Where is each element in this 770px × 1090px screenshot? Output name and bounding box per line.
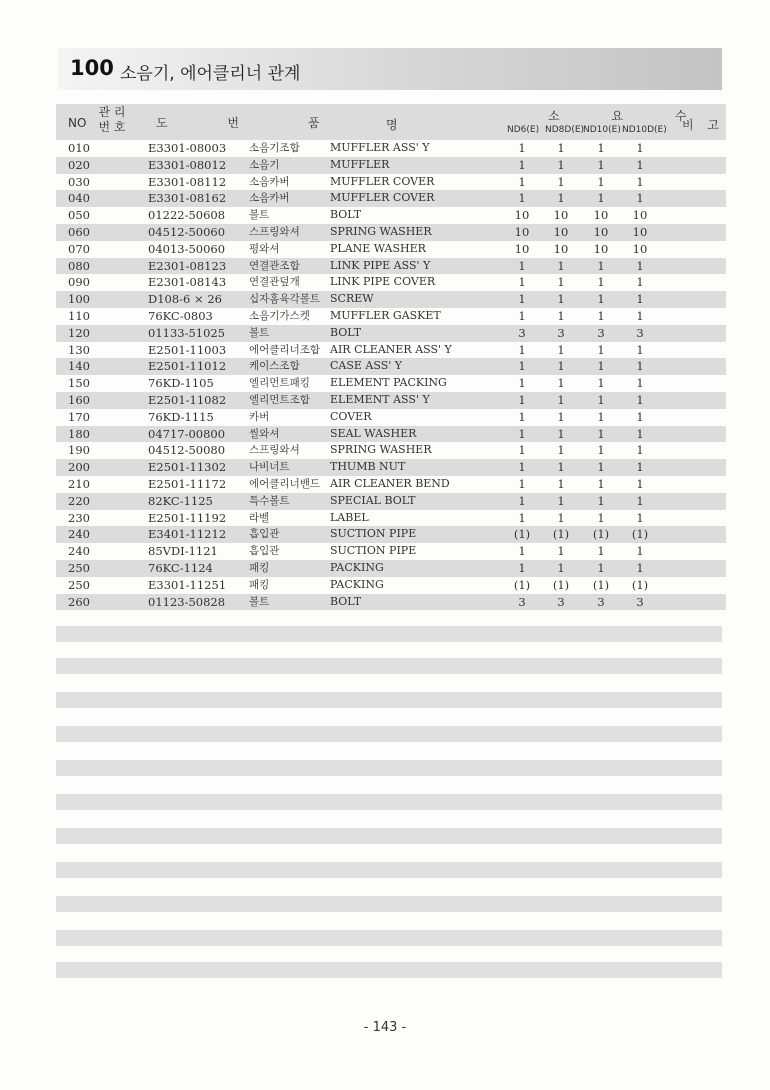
empty-row-band xyxy=(56,862,722,878)
row-english-name: BOLT xyxy=(330,325,362,339)
header-model-nd10d: ND10D(E) xyxy=(622,125,667,135)
table-row xyxy=(56,342,726,359)
row-korean-name: 엘리먼트패킹 xyxy=(249,377,310,390)
table-row xyxy=(56,358,726,375)
row-no: 170 xyxy=(68,409,90,424)
row-qty-nd10d: 1 xyxy=(636,544,644,559)
row-qty-nd8d: 1 xyxy=(557,476,565,491)
table-row xyxy=(56,526,726,543)
table-row xyxy=(56,594,726,611)
header-model-nd10: ND10(E) xyxy=(583,125,621,135)
table-row xyxy=(56,560,726,577)
table-row xyxy=(56,392,726,409)
row-qty-nd10d: 1 xyxy=(636,510,644,525)
table-header xyxy=(56,104,726,140)
row-no: 070 xyxy=(68,241,90,256)
row-qty-nd8d: 1 xyxy=(557,544,565,559)
row-qty-nd10d: 1 xyxy=(636,174,644,189)
row-english-name: MUFFLER GASKET xyxy=(330,308,441,322)
row-english-name: CASE ASS' Y xyxy=(330,359,403,373)
row-qty-nd10: 1 xyxy=(597,191,605,206)
row-qty-nd6: 1 xyxy=(518,544,526,559)
row-qty-nd10: 1 xyxy=(597,258,605,273)
row-qty-nd6: 1 xyxy=(518,376,526,391)
row-part-number: 01133-51025 xyxy=(148,325,226,340)
row-korean-name: 소음기조합 xyxy=(249,142,300,154)
row-part-number: D108-6 × 26 xyxy=(148,292,222,307)
row-no: 130 xyxy=(68,342,90,357)
row-english-name: COVER xyxy=(330,409,372,423)
row-korean-name: 특수볼트 xyxy=(249,494,290,507)
empty-row-band xyxy=(56,692,722,708)
row-qty-nd8d: 1 xyxy=(557,258,565,273)
row-qty-nd8d: 1 xyxy=(557,493,565,508)
row-korean-name: 엘리먼트조합 xyxy=(249,393,310,406)
row-no: 200 xyxy=(68,460,90,475)
table-row xyxy=(56,442,726,459)
row-qty-nd10: 10 xyxy=(593,208,609,223)
empty-row-band xyxy=(56,760,722,776)
row-qty-nd8d: 1 xyxy=(557,426,565,441)
table-row xyxy=(56,543,726,560)
row-qty-nd6: 1 xyxy=(518,191,526,206)
table-row xyxy=(56,174,726,191)
table-row xyxy=(56,140,726,157)
empty-row-band xyxy=(56,930,722,946)
row-part-number: 76KC-1124 xyxy=(148,560,213,575)
empty-row-band xyxy=(56,828,722,844)
row-qty-nd10: 1 xyxy=(597,359,605,374)
header-mgmt-number xyxy=(94,105,130,135)
table-row xyxy=(56,241,726,258)
row-korean-name: 소음기 xyxy=(249,158,280,171)
row-part-number: E2501-11012 xyxy=(148,359,227,374)
row-no: 050 xyxy=(68,208,90,223)
table-row xyxy=(56,510,726,527)
row-qty-nd10: 10 xyxy=(593,241,609,256)
row-no: 080 xyxy=(68,258,90,273)
row-no: 240 xyxy=(68,544,90,559)
row-part-number: E3301-08003 xyxy=(148,141,227,155)
row-part-number: E3301-08012 xyxy=(148,157,227,172)
row-korean-name: 스프링와셔 xyxy=(249,444,300,457)
row-no: 180 xyxy=(68,426,90,441)
row-english-name: SPRING WASHER xyxy=(330,443,432,457)
row-qty-nd10: 1 xyxy=(597,292,605,307)
row-english-name: LINK PIPE COVER xyxy=(330,275,436,289)
row-qty-nd10d: 1 xyxy=(636,191,644,206)
row-qty-nd6: 1 xyxy=(518,157,526,172)
row-part-number: E2501-11172 xyxy=(148,476,227,491)
row-english-name: MUFFLER COVER xyxy=(330,191,435,205)
row-no: 060 xyxy=(68,224,90,239)
row-qty-nd6: 10 xyxy=(514,208,530,223)
row-qty-nd10d: 3 xyxy=(636,594,644,609)
empty-row-band xyxy=(56,896,722,912)
row-english-name: SCREW xyxy=(330,292,374,306)
row-qty-nd6: 1 xyxy=(518,409,526,424)
row-english-name: MUFFLER ASS' Y xyxy=(330,141,430,154)
row-english-name: AIR CLEANER BEND xyxy=(330,476,450,490)
row-qty-nd6: 1 xyxy=(518,174,526,189)
row-korean-name: 카버 xyxy=(249,410,270,423)
row-part-number: E2501-11192 xyxy=(148,510,227,525)
row-qty-nd8d: 1 xyxy=(557,292,565,307)
row-no: 220 xyxy=(68,493,90,508)
table-row xyxy=(56,409,726,426)
row-no: 140 xyxy=(68,359,90,374)
row-qty-nd10d: 1 xyxy=(636,275,644,290)
row-korean-name: 소음카버 xyxy=(249,175,290,188)
row-english-name: SPECIAL BOLT xyxy=(330,493,416,507)
row-english-name: AIR CLEANER ASS' Y xyxy=(330,342,452,356)
row-part-number: 76KC-0803 xyxy=(148,308,213,323)
row-part-number: 76KD-1105 xyxy=(148,376,214,391)
row-qty-nd8d: 3 xyxy=(557,594,565,609)
row-qty-nd6: 1 xyxy=(518,342,526,357)
row-qty-nd10d: 1 xyxy=(636,409,644,424)
row-qty-nd10: 1 xyxy=(597,426,605,441)
row-qty-nd10d: 1 xyxy=(636,560,644,575)
row-korean-name: 패킹 xyxy=(249,578,270,591)
row-part-number: E2301-08143 xyxy=(148,275,227,290)
row-part-number: 82KC-1125 xyxy=(148,493,213,508)
row-no: 210 xyxy=(68,476,90,491)
row-qty-nd8d: 1 xyxy=(557,359,565,374)
row-qty-nd8d: 1 xyxy=(557,392,565,407)
row-english-name: PACKING xyxy=(330,577,384,591)
row-part-number: 04717-00800 xyxy=(148,426,226,441)
row-qty-nd10: 1 xyxy=(597,510,605,525)
row-english-name: MUFFLER xyxy=(330,157,390,171)
row-qty-nd10d: (1) xyxy=(631,527,649,542)
row-qty-nd10: 1 xyxy=(597,174,605,189)
row-part-number: 85VDI-1121 xyxy=(148,544,218,559)
row-part-number: 01123-50828 xyxy=(148,594,226,609)
row-qty-nd6: 1 xyxy=(518,392,526,407)
header-quantity: 소 요 수 xyxy=(548,109,711,123)
empty-row-band xyxy=(56,726,722,742)
row-korean-name: 케이스조합 xyxy=(249,360,300,373)
row-no: 100 xyxy=(68,292,90,307)
row-qty-nd10d: 1 xyxy=(636,426,644,441)
row-no: 110 xyxy=(68,308,90,323)
row-qty-nd10d: 1 xyxy=(636,443,644,458)
row-part-number: E2501-11003 xyxy=(148,342,227,357)
row-no: 250 xyxy=(68,577,90,592)
row-qty-nd8d: 1 xyxy=(557,510,565,525)
row-qty-nd10: (1) xyxy=(592,527,610,542)
row-part-number: 04013-50060 xyxy=(148,241,226,256)
row-qty-nd8d: 1 xyxy=(557,174,565,189)
row-korean-name: 볼트 xyxy=(249,209,270,222)
row-qty-nd10d: 1 xyxy=(636,493,644,508)
row-qty-nd10: 1 xyxy=(597,443,605,458)
row-no: 040 xyxy=(68,191,90,206)
table-row xyxy=(56,157,726,174)
table-row xyxy=(56,375,726,392)
row-qty-nd10: 1 xyxy=(597,275,605,290)
row-qty-nd10: 1 xyxy=(597,157,605,172)
row-qty-nd10d: 10 xyxy=(632,224,648,239)
row-qty-nd10d: 10 xyxy=(632,208,648,223)
row-no: 190 xyxy=(68,443,90,458)
row-qty-nd10d: 1 xyxy=(636,476,644,491)
header-mgmt-line2: 번 호 xyxy=(98,120,126,134)
row-qty-nd10d: 1 xyxy=(636,392,644,407)
empty-row-band xyxy=(56,794,722,810)
table-row xyxy=(56,224,726,241)
row-english-name: THUMB NUT xyxy=(330,460,406,474)
parts-table-body xyxy=(56,140,726,610)
row-no: 030 xyxy=(68,174,90,189)
row-qty-nd10d: 1 xyxy=(636,157,644,172)
row-qty-nd6: 1 xyxy=(518,359,526,374)
row-qty-nd8d: 1 xyxy=(557,443,565,458)
table-row xyxy=(56,291,726,308)
row-qty-nd10: (1) xyxy=(592,577,610,592)
header-mgmt-line1: 관 리 xyxy=(98,105,126,119)
row-no: 230 xyxy=(68,510,90,525)
row-qty-nd10: 1 xyxy=(597,376,605,391)
row-qty-nd10: 1 xyxy=(597,409,605,424)
row-qty-nd8d: 1 xyxy=(557,409,565,424)
row-english-name: BOLT xyxy=(330,208,362,222)
row-qty-nd8d: 1 xyxy=(557,157,565,172)
row-qty-nd10: 1 xyxy=(597,560,605,575)
row-part-number: 01222-50608 xyxy=(148,208,226,223)
row-korean-name: 씰와셔 xyxy=(249,427,280,440)
section-number: 100 xyxy=(70,56,114,80)
header-part: 품 xyxy=(308,116,320,130)
row-qty-nd8d: 1 xyxy=(557,342,565,357)
row-english-name: SPRING WASHER xyxy=(330,224,432,238)
empty-row-band xyxy=(56,962,722,978)
row-qty-nd10d: 1 xyxy=(636,376,644,391)
row-qty-nd6: 1 xyxy=(518,141,526,155)
row-qty-nd6: 1 xyxy=(518,560,526,575)
table-row xyxy=(56,274,726,291)
row-qty-nd10: 1 xyxy=(597,493,605,508)
row-qty-nd10: 1 xyxy=(597,141,605,155)
header-no: NO xyxy=(68,116,87,130)
row-qty-nd6: 1 xyxy=(518,275,526,290)
row-qty-nd10d: 1 xyxy=(636,141,644,155)
header-name: 명 xyxy=(386,118,398,132)
row-korean-name: 에어클리너조합 xyxy=(249,343,321,356)
row-qty-nd10d: 1 xyxy=(636,460,644,475)
row-qty-nd10: 1 xyxy=(597,476,605,491)
row-korean-name: 흡입관 xyxy=(249,545,280,558)
row-qty-nd6: (1) xyxy=(513,527,531,542)
row-no: 260 xyxy=(68,594,90,609)
header-drawing-number: 도 번 xyxy=(156,116,267,130)
row-part-number: E3301-08112 xyxy=(148,174,227,189)
row-no: 240 xyxy=(68,527,90,542)
row-qty-nd6: 10 xyxy=(514,241,530,256)
row-qty-nd10: 1 xyxy=(597,392,605,407)
table-row xyxy=(56,325,726,342)
row-no: 020 xyxy=(68,157,90,172)
row-qty-nd10d: 1 xyxy=(636,359,644,374)
row-part-number: E3401-11212 xyxy=(148,527,227,542)
row-english-name: SUCTION PIPE xyxy=(330,544,417,558)
section-title-bar xyxy=(58,48,722,90)
row-qty-nd8d: 1 xyxy=(557,560,565,575)
row-qty-nd8d: 3 xyxy=(557,325,565,340)
row-part-number: E3301-11251 xyxy=(148,577,227,592)
row-part-number: E2301-08123 xyxy=(148,258,227,273)
row-english-name: PACKING xyxy=(330,560,384,574)
row-korean-name: 소음기가스켓 xyxy=(249,309,310,322)
row-no: 160 xyxy=(68,392,90,407)
row-korean-name: 평와셔 xyxy=(249,242,280,255)
row-korean-name: 스프링와셔 xyxy=(249,225,300,238)
row-english-name: ELEMENT ASS' Y xyxy=(330,392,430,406)
row-qty-nd10d: (1) xyxy=(631,577,649,592)
row-english-name: SEAL WASHER xyxy=(330,426,417,440)
row-english-name: ELEMENT PACKING xyxy=(330,376,447,390)
section-title: 소음기, 에어클리너 관계 xyxy=(120,64,301,84)
row-qty-nd6: 1 xyxy=(518,308,526,323)
row-english-name: SUCTION PIPE xyxy=(330,527,417,541)
row-qty-nd8d: 10 xyxy=(553,224,569,239)
header-remark: 비 고 xyxy=(682,118,724,132)
row-korean-name: 에어클리너밴드 xyxy=(249,477,321,490)
row-english-name: LABEL xyxy=(330,510,369,524)
row-qty-nd6: 3 xyxy=(518,325,526,340)
row-qty-nd8d: 1 xyxy=(557,141,565,155)
row-qty-nd10: 1 xyxy=(597,460,605,475)
table-row xyxy=(56,207,726,224)
empty-row-band xyxy=(56,658,722,674)
row-qty-nd6: 1 xyxy=(518,510,526,525)
row-qty-nd10: 3 xyxy=(597,325,605,340)
row-english-name: BOLT xyxy=(330,594,362,608)
row-qty-nd10: 10 xyxy=(593,224,609,239)
row-qty-nd10d: 3 xyxy=(636,325,644,340)
row-qty-nd8d: 1 xyxy=(557,191,565,206)
row-english-name: LINK PIPE ASS' Y xyxy=(330,258,431,272)
row-korean-name: 볼트 xyxy=(249,595,270,608)
row-part-number: 04512-50080 xyxy=(148,443,226,458)
row-qty-nd10: 1 xyxy=(597,544,605,559)
row-qty-nd6: 1 xyxy=(518,443,526,458)
row-qty-nd10d: 1 xyxy=(636,292,644,307)
row-korean-name: 십자홈육각볼트 xyxy=(249,293,321,306)
row-korean-name: 연결관덮개 xyxy=(249,276,300,289)
row-qty-nd6: 1 xyxy=(518,460,526,475)
row-qty-nd6: 1 xyxy=(518,258,526,273)
header-model-nd6: ND6(E) xyxy=(507,125,540,135)
row-qty-nd6: 1 xyxy=(518,292,526,307)
row-korean-name: 패킹 xyxy=(249,561,270,574)
row-english-name: PLANE WASHER xyxy=(330,241,426,255)
header-model-nd8d: ND8D(E) xyxy=(545,125,585,135)
row-no: 090 xyxy=(68,275,90,290)
row-korean-name: 흡입관 xyxy=(249,528,280,541)
row-korean-name: 라벨 xyxy=(249,511,270,524)
row-no: 010 xyxy=(68,141,90,155)
row-korean-name: 볼트 xyxy=(249,326,270,339)
row-part-number: 76KD-1115 xyxy=(148,409,214,424)
page-number: - 143 - xyxy=(363,1020,407,1035)
table-row xyxy=(56,426,726,443)
row-english-name: MUFFLER COVER xyxy=(330,174,435,188)
row-qty-nd6: 1 xyxy=(518,426,526,441)
row-qty-nd8d: 10 xyxy=(553,241,569,256)
row-no: 120 xyxy=(68,325,90,340)
row-korean-name: 소음카버 xyxy=(249,192,290,205)
row-korean-name: 연결관조합 xyxy=(249,259,300,272)
row-qty-nd10: 3 xyxy=(597,594,605,609)
row-qty-nd10: 1 xyxy=(597,342,605,357)
row-part-number: E2501-11082 xyxy=(148,392,227,407)
table-row xyxy=(56,476,726,493)
row-part-number: E3301-08162 xyxy=(148,191,227,206)
table-row xyxy=(56,258,726,275)
row-qty-nd8d: (1) xyxy=(552,577,570,592)
row-qty-nd10d: 10 xyxy=(632,241,648,256)
row-qty-nd10d: 1 xyxy=(636,342,644,357)
row-qty-nd10d: 1 xyxy=(636,308,644,323)
row-korean-name: 나비너트 xyxy=(249,461,290,474)
row-qty-nd6: 3 xyxy=(518,594,526,609)
row-no: 250 xyxy=(68,560,90,575)
row-part-number: E2501-11302 xyxy=(148,460,227,475)
row-qty-nd6: 10 xyxy=(514,224,530,239)
row-part-number: 04512-50060 xyxy=(148,224,226,239)
row-qty-nd6: 1 xyxy=(518,476,526,491)
row-qty-nd8d: (1) xyxy=(552,527,570,542)
row-no: 150 xyxy=(68,376,90,391)
table-row xyxy=(56,190,726,207)
row-qty-nd8d: 1 xyxy=(557,376,565,391)
row-qty-nd6: 1 xyxy=(518,493,526,508)
table-row xyxy=(56,308,726,325)
row-qty-nd8d: 10 xyxy=(553,208,569,223)
row-qty-nd8d: 1 xyxy=(557,275,565,290)
table-row xyxy=(56,493,726,510)
row-qty-nd10d: 1 xyxy=(636,258,644,273)
row-qty-nd8d: 1 xyxy=(557,460,565,475)
empty-row-band xyxy=(56,626,722,642)
table-row xyxy=(56,459,726,476)
row-qty-nd10: 1 xyxy=(597,308,605,323)
row-qty-nd8d: 1 xyxy=(557,308,565,323)
row-qty-nd6: (1) xyxy=(513,577,531,592)
table-row xyxy=(56,577,726,594)
